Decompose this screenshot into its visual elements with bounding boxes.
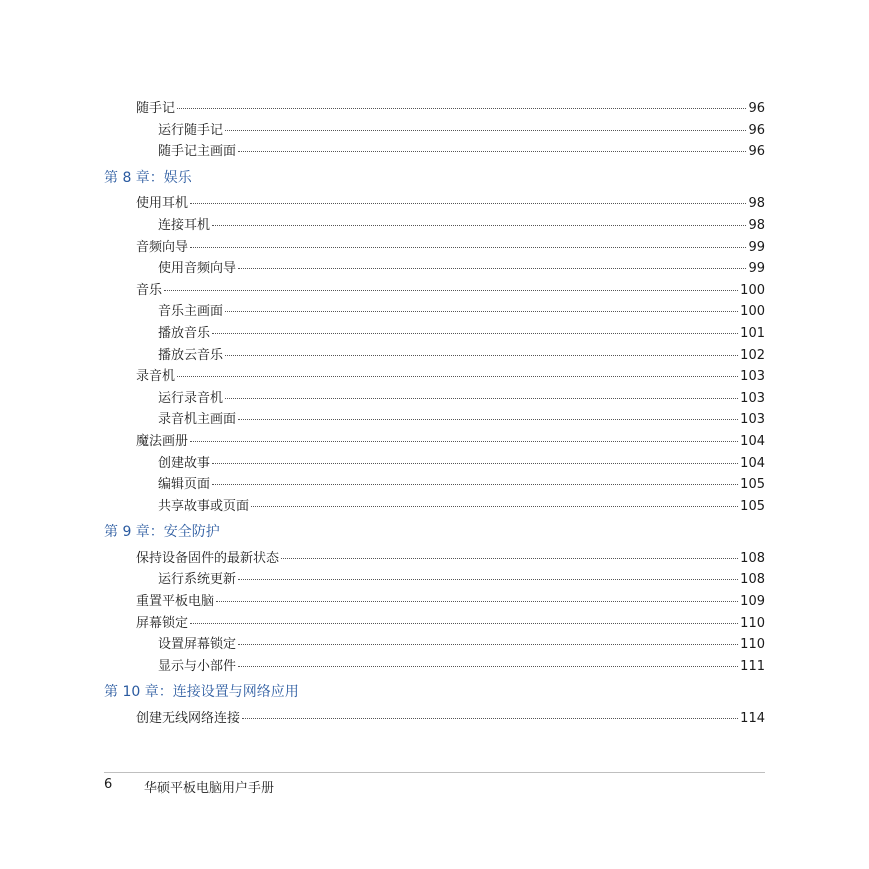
- toc-entry-page: 99: [748, 261, 765, 277]
- dot-leader: [225, 355, 738, 356]
- toc-entry[interactable]: [104, 141, 765, 163]
- toc-entry[interactable]: [104, 453, 765, 475]
- toc-entry-label: 随手记: [136, 101, 176, 116]
- toc-entry-page: 98: [748, 217, 765, 233]
- chapter-10-heading[interactable]: 第 10 章：连接设置与网络应用: [104, 684, 299, 701]
- dot-leader: [281, 558, 738, 559]
- dot-leader: [212, 484, 738, 485]
- toc-entry-page: 102: [740, 347, 765, 363]
- dot-leader: [190, 441, 738, 442]
- toc-entry-page: 108: [740, 572, 765, 588]
- toc-entry[interactable]: [104, 708, 765, 730]
- dot-leader: [177, 376, 738, 377]
- toc-entry-page: 96: [748, 122, 765, 138]
- toc-entry-page: 101: [740, 325, 765, 341]
- table-of-contents: [104, 98, 765, 730]
- dot-leader: [238, 419, 738, 420]
- dot-leader: [225, 311, 738, 312]
- toc-entry[interactable]: [104, 656, 765, 678]
- toc-entry-label: 播放云音乐: [158, 347, 224, 363]
- toc-entry[interactable]: [104, 120, 765, 142]
- page-footer: [104, 772, 765, 796]
- dot-leader: [225, 130, 746, 131]
- chapter-8-heading[interactable]: 第 8 章：娱乐: [104, 169, 192, 186]
- toc-entry[interactable]: [104, 258, 765, 280]
- toc-entry[interactable]: [104, 301, 765, 323]
- toc-entry-label: 运行录音机: [158, 390, 224, 406]
- chapter-9-heading[interactable]: 第 9 章：安全防护: [104, 524, 220, 541]
- dot-leader: [177, 108, 746, 109]
- toc-entry-page: 104: [740, 455, 765, 471]
- toc-entry-page: 105: [740, 477, 765, 493]
- toc-entry-label: 显示与小部件: [158, 658, 237, 674]
- toc-entry-page: 110: [740, 637, 765, 653]
- toc-entry[interactable]: [104, 237, 765, 259]
- dot-leader: [238, 644, 738, 645]
- toc-entry-page: 100: [740, 282, 765, 298]
- toc-entry[interactable]: [104, 569, 765, 591]
- toc-entry-label: 使用音频向导: [158, 261, 237, 277]
- dot-leader: [164, 290, 738, 291]
- toc-entry-label: 屏幕锁定: [136, 615, 189, 631]
- toc-entry-page: 98: [748, 196, 765, 212]
- toc-entry-label: 音乐主画面: [158, 304, 224, 320]
- toc-entry[interactable]: [104, 280, 765, 302]
- toc-entry-label: 音乐: [136, 282, 163, 298]
- toc-entry-label: 设置屏幕锁定: [158, 637, 237, 653]
- dot-leader: [238, 151, 746, 152]
- toc-entry-label: 录音机: [136, 369, 176, 385]
- toc-entry[interactable]: [104, 193, 765, 215]
- toc-entry-label: 运行系统更新: [158, 572, 237, 588]
- toc-entry-label: 创建故事: [158, 455, 211, 471]
- toc-entry-label: 随手记主画面: [158, 144, 237, 160]
- footer-page-number: 6: [104, 777, 113, 792]
- dot-leader: [212, 463, 738, 464]
- dot-leader: [225, 398, 738, 399]
- toc-entry[interactable]: [104, 388, 765, 410]
- toc-entry-label: 魔法画册: [136, 433, 189, 449]
- toc-entry-page: 103: [740, 390, 765, 406]
- toc-entry-label: 使用耳机: [136, 196, 189, 212]
- toc-entry[interactable]: [104, 496, 765, 518]
- toc-entry-label: 运行随手记: [158, 122, 224, 138]
- toc-entry-page: 105: [740, 498, 765, 514]
- dot-leader: [190, 247, 746, 248]
- toc-entry[interactable]: [104, 98, 765, 120]
- toc-entry-page: 96: [748, 144, 765, 160]
- toc-entry[interactable]: [104, 548, 765, 570]
- dot-leader: [190, 623, 738, 624]
- toc-entry-page: 100: [740, 304, 765, 320]
- dot-leader: [238, 579, 738, 580]
- dot-leader: [212, 333, 738, 334]
- toc-entry[interactable]: [104, 345, 765, 367]
- toc-entry-label: 播放音乐: [158, 325, 211, 341]
- toc-entry[interactable]: [104, 474, 765, 496]
- toc-entry-page: 114: [740, 711, 765, 727]
- toc-entry-page: 108: [740, 550, 765, 566]
- toc-entry[interactable]: [104, 409, 765, 431]
- toc-entry-label: 重置平板电脑: [136, 594, 215, 610]
- toc-entry-page: 104: [740, 433, 765, 449]
- toc-entry[interactable]: [104, 323, 765, 345]
- dot-leader: [238, 666, 738, 667]
- toc-entry-label: 录音机主画面: [158, 412, 237, 428]
- toc-entry-label: 连接耳机: [158, 217, 211, 233]
- toc-entry-page: 111: [740, 658, 765, 674]
- dot-leader: [212, 225, 746, 226]
- dot-leader: [242, 718, 738, 719]
- toc-entry[interactable]: [104, 613, 765, 635]
- toc-entry[interactable]: [104, 431, 765, 453]
- toc-entry-page: 109: [740, 594, 765, 610]
- toc-entry[interactable]: [104, 591, 765, 613]
- toc-entry-page: 110: [740, 615, 765, 631]
- toc-entry-page: 103: [740, 412, 765, 428]
- toc-entry[interactable]: [104, 215, 765, 237]
- toc-entry-label: 音频向导: [136, 239, 189, 255]
- toc-entry-page: 99: [748, 239, 765, 255]
- dot-leader: [216, 601, 738, 602]
- dot-leader: [190, 203, 746, 204]
- toc-entry[interactable]: [104, 366, 765, 388]
- toc-entry-page: 96: [748, 101, 765, 116]
- dot-leader: [238, 268, 746, 269]
- toc-entry-label: 编辑页面: [158, 477, 211, 493]
- toc-entry-page: 103: [740, 369, 765, 385]
- toc-entry[interactable]: [104, 634, 765, 656]
- toc-entry-label: 创建无线网络连接: [136, 711, 241, 727]
- footer-manual-title: 华硕平板电脑用户手册: [144, 781, 275, 796]
- toc-entry-label: 保持设备固件的最新状态: [136, 550, 280, 566]
- dot-leader: [251, 506, 738, 507]
- toc-entry-label: 共享故事或页面: [158, 498, 250, 514]
